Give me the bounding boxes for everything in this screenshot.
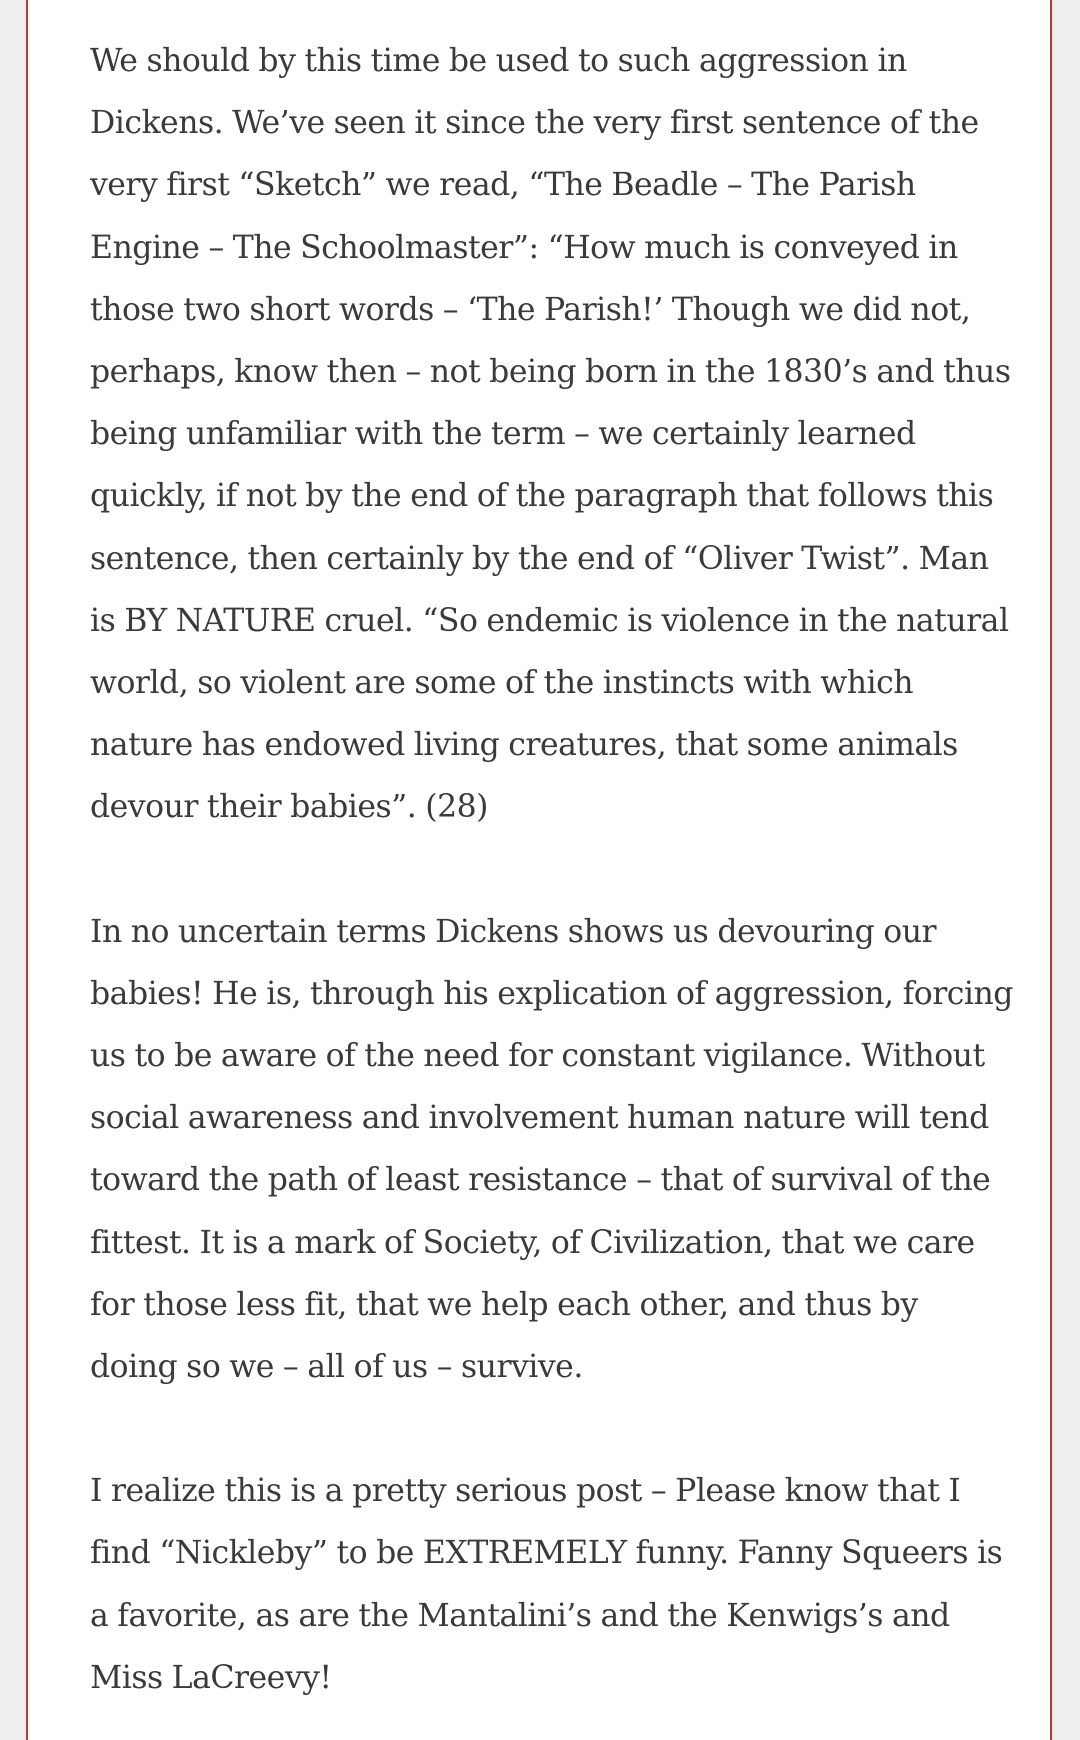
text-line: quickly, if not by the end of the paragraph that follows this	[90, 478, 994, 515]
text-line: sentence, then certainly by the end of “Oliver Twist”. Man	[90, 540, 989, 577]
text-line: a favorite, as are the Mantalini’s and the Kenwigs’s and	[90, 1597, 950, 1634]
post-card	[26, 0, 1052, 1740]
paragraph-vigilance	[90, 901, 1042, 1399]
text-line: In no uncertain terms Dickens shows us devouring our	[90, 913, 937, 950]
paragraph-nickleby	[90, 1460, 1042, 1709]
text-line: toward the path of least resistance – that of survival of the	[90, 1162, 991, 1199]
text-line: perhaps, know then – not being born in the 1830’s and thus	[90, 354, 1011, 391]
text-line: Dickens. We’ve seen it since the very first sentence of the	[90, 105, 979, 142]
text-line: nature has endowed living creatures, that some animals	[90, 727, 958, 764]
text-line: Engine – The Schoolmaster”: “How much is conveyed in	[90, 229, 958, 266]
text-line: is BY NATURE cruel. “So endemic is violence in the natural	[90, 602, 1009, 639]
text-line: Miss LaCreevy!	[90, 1659, 332, 1696]
text-line: devour their babies”. (28)	[90, 789, 488, 826]
text-line: doing so we – all of us – survive.	[90, 1349, 583, 1386]
text-line: social awareness and involvement human nature will tend	[90, 1100, 989, 1137]
text-line: very first “Sketch” we read, “The Beadle – The Parish	[90, 167, 916, 204]
text-line: We should by this time be used to such aggression in	[90, 43, 907, 79]
text-line: fittest. It is a mark of Society, of Civilization, that we care	[90, 1224, 975, 1261]
post-body	[90, 30, 1042, 1709]
paragraph-aggression	[90, 30, 1042, 839]
text-line: babies! He is, through his explication of aggression, forcing	[90, 975, 1013, 1012]
text-line: for those less fit, that we help each other, and thus by	[90, 1286, 918, 1323]
text-line: find “Nickleby” to be EXTREMELY funny. Fanny Squeers is	[90, 1535, 1003, 1572]
text-line: us to be aware of the need for constant vigilance. Without	[90, 1038, 985, 1075]
text-line: being unfamiliar with the term – we certainly learned	[90, 416, 916, 453]
text-line: world, so violent are some of the instincts with which	[90, 665, 914, 702]
text-line: I realize this is a pretty serious post – Please know that I	[90, 1473, 961, 1510]
text-line: those two short words – ‘The Parish!’ Though we did not,	[90, 291, 971, 328]
